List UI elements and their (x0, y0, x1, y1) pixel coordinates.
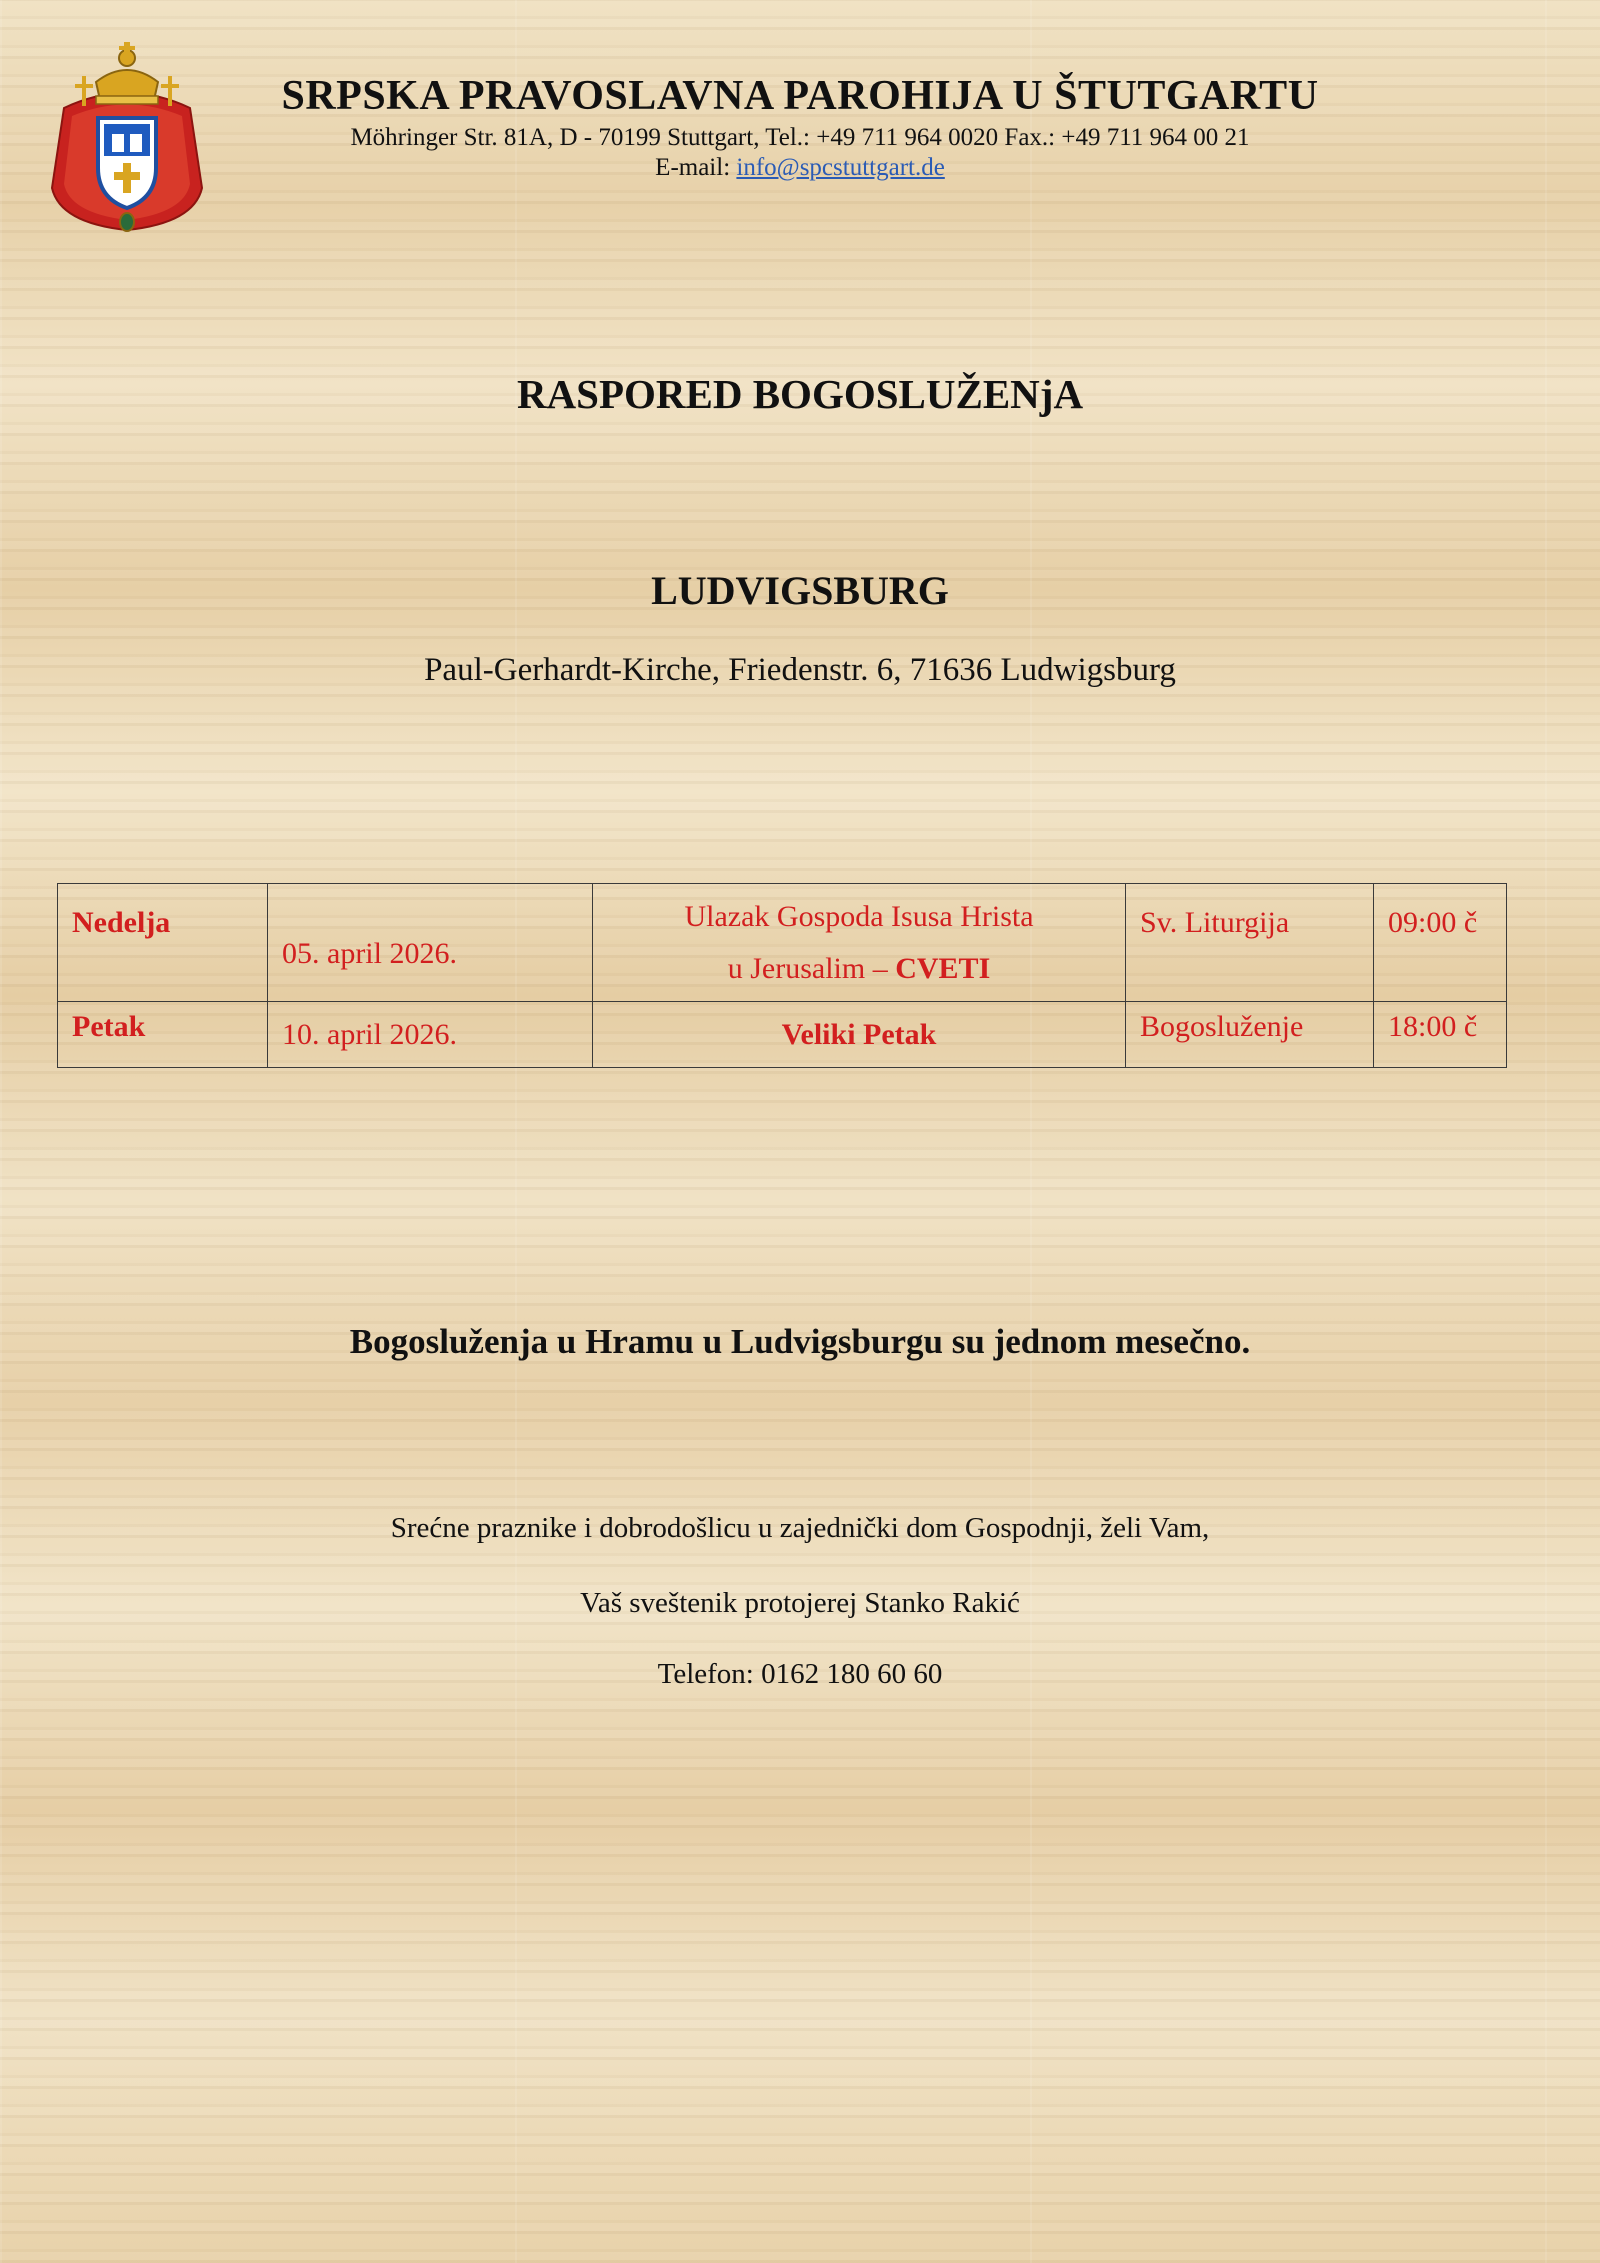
greeting-text: Srećne praznike i dobrodošlicu u zajednički dom Gospodnji, želi Vam, (390, 1512, 1210, 1544)
service-cell: Sv. Liturgija (1126, 884, 1374, 1002)
event-cell: Veliki Petak (593, 1002, 1126, 1068)
org-email-line (190, 154, 1410, 182)
day-cell: Petak (58, 1002, 268, 1068)
table-row (58, 1002, 1507, 1068)
service-cell: Bogosluženje (1126, 1002, 1374, 1068)
event-cell (593, 884, 1126, 1002)
priest-signature: Vaš sveštenik protojerej Stanko Rakić (580, 1587, 1020, 1619)
location-address: Paul-Gerhardt-Kirche, Friedenstr. 6, 71636 Ludwigsburg (424, 652, 1176, 688)
org-title: SRPSKA PRAVOSLAVNA PAROHIJA U ŠTUTGARTU (281, 73, 1319, 119)
event-line-1: Ulazak Gospoda Isusa Hrista (684, 899, 1034, 933)
phone-number: Telefon: 0162 180 60 60 (657, 1658, 943, 1690)
email-label: E-mail: (655, 154, 737, 181)
date-cell: 05. april 2026. (268, 884, 593, 1002)
email-link[interactable]: info@spcstuttgart.de (736, 154, 945, 181)
coat-of-arms-icon (44, 38, 210, 238)
org-address: Möhringer Str. 81A, D - 70199 Stuttgart, Tel.: +49 711 964 0020 Fax.: +49 711 964 00 21 (350, 124, 1250, 151)
event-line-2-bold: CVETI (895, 951, 991, 985)
event-line-2 (607, 943, 1111, 995)
schedule-note: Bogosluženja u Hramu u Ludvigsburgu su jednom mesečno. (349, 1322, 1251, 1361)
time-cell: 09:00 č (1374, 884, 1507, 1002)
time-cell: 18:00 č (1374, 1002, 1507, 1068)
table-row (58, 884, 1507, 1002)
schedule-table (57, 883, 1507, 1068)
page-title: RASPORED BOGOSLUŽENjA (516, 371, 1084, 417)
location-title: LUDVIGSBURG (651, 568, 949, 613)
date-cell: 10. april 2026. (268, 1002, 593, 1068)
day-cell: Nedelja (58, 884, 268, 1002)
event-line-2-prefix: u Jerusalim – (727, 951, 896, 985)
